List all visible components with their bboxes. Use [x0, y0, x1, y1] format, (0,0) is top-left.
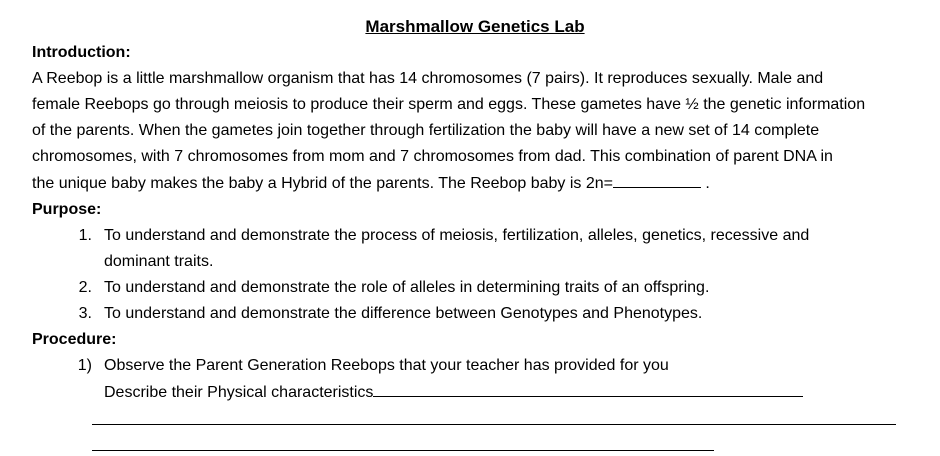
answer-line-2[interactable] [92, 450, 714, 451]
introduction-paragraph [32, 66, 912, 197]
procedure-item [32, 353, 912, 406]
purpose-item [32, 223, 912, 275]
procedure-item-text: Describe their Physical characteristics [104, 384, 374, 401]
purpose-item-text: To understand and demonstrate the process of meiosis, fertilization, alleles, genetics, recessive and [104, 227, 810, 244]
answer-line-1[interactable] [92, 424, 896, 425]
page-title: Marshmallow Genetics Lab [365, 17, 585, 36]
intro-line [32, 170, 912, 197]
procedure-item-text: Observe the Parent Generation Reebops that your teacher has provided for you [104, 357, 669, 374]
purpose-item-number: 2. [78, 279, 92, 296]
procedure-item-number: 1) [77, 357, 92, 374]
intro-line: A Reebop is a little marshmallow organism that has 14 chromosomes (7 pairs). It reproduces sexually. Male and [32, 70, 824, 87]
intro-line: of the parents. When the gametes join together through fertilization the baby will have a new set of 14 complete [32, 122, 820, 139]
intro-line: female Reebops go through meiosis to produce their sperm and eggs. These gametes have ½ the genetic information [32, 96, 866, 113]
intro-last-line-text: the unique baby makes the baby a Hybrid of the parents. The Reebop baby is 2n= [32, 175, 613, 192]
purpose-item [32, 275, 912, 301]
purpose-item-number: 3. [78, 305, 92, 322]
procedure-list [32, 353, 912, 406]
procedure-heading: Procedure: [32, 331, 117, 348]
purpose-item [32, 301, 912, 327]
purpose-item-text: To understand and demonstrate the role of alleles in determining traits of an offspring. [104, 279, 710, 296]
purpose-heading: Purpose: [32, 201, 102, 218]
purpose-list [32, 223, 912, 327]
worksheet-page [32, 14, 912, 406]
purpose-item-text: dominant traits. [104, 253, 214, 270]
intro-last-line-end: . [700, 175, 710, 192]
chromosome-number-blank[interactable] [613, 170, 701, 188]
introduction-heading: Introduction: [32, 44, 131, 61]
characteristics-answer-blank[interactable] [373, 379, 803, 397]
intro-line: chromosomes, with 7 chromosomes from mom and 7 chromosomes from dad. This combination of parent DNA in [32, 148, 833, 165]
purpose-item-text: To understand and demonstrate the difference between Genotypes and Phenotypes. [104, 305, 703, 322]
purpose-item-number: 1. [78, 227, 92, 244]
